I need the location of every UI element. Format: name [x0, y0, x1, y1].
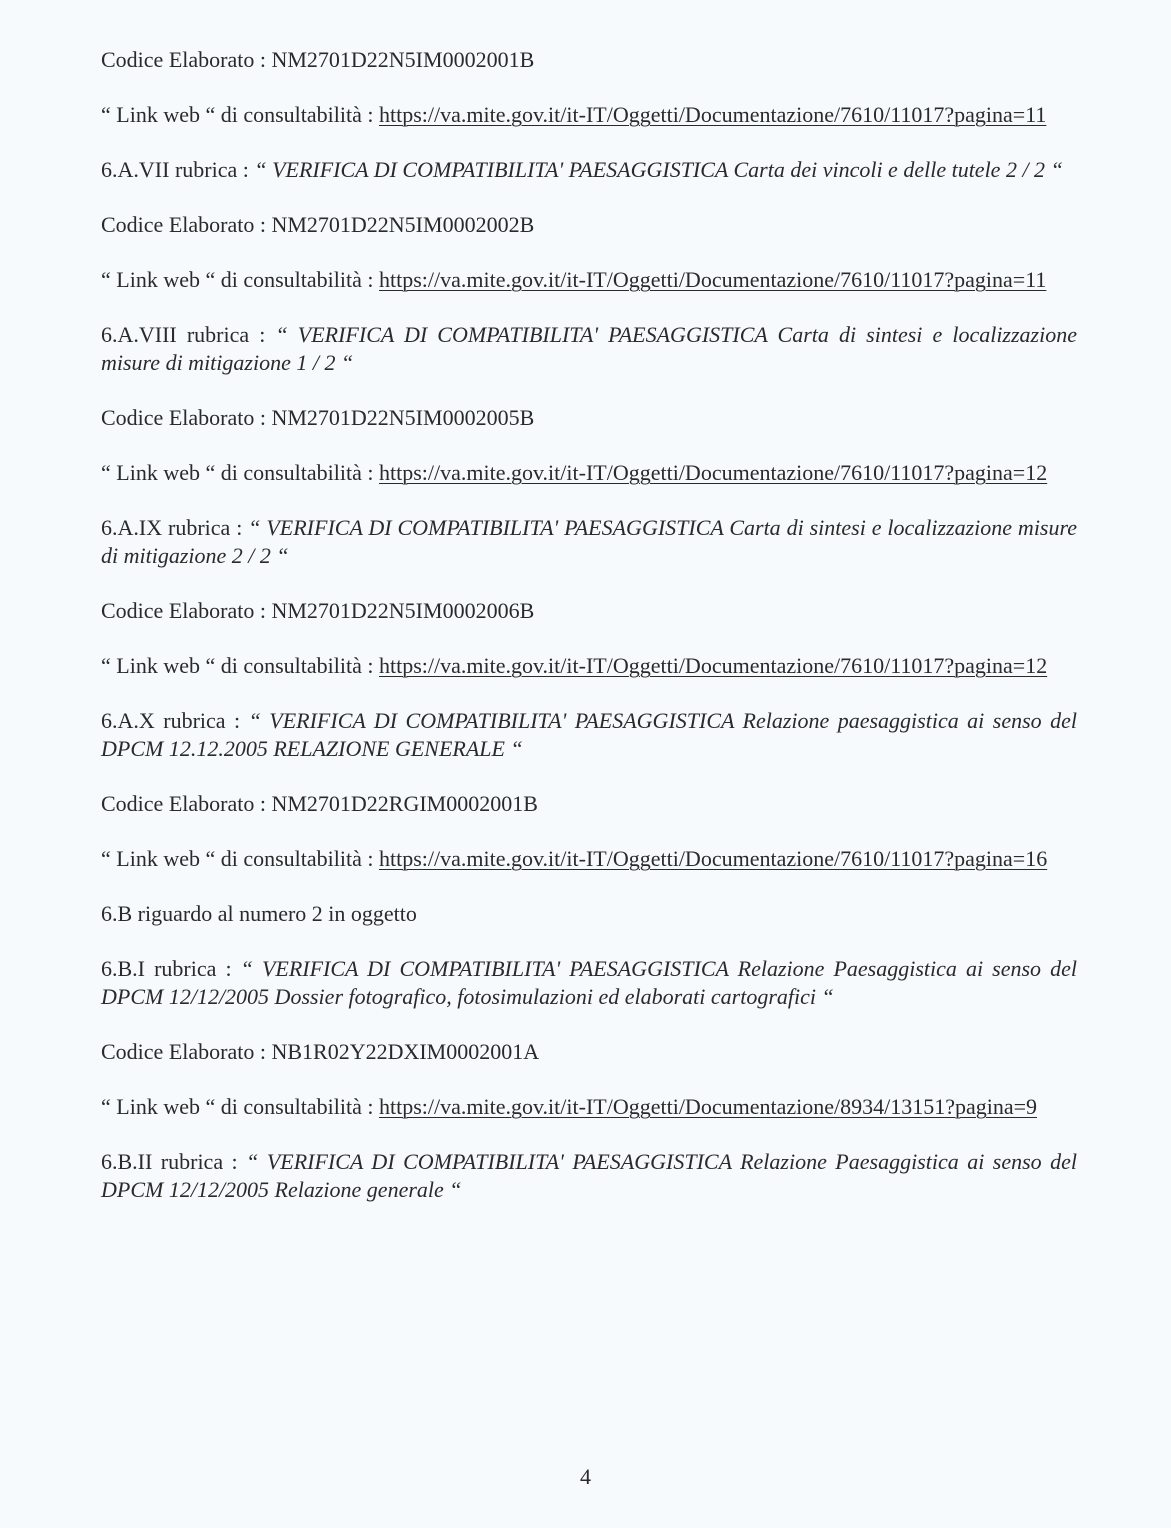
rubrica-number: 6.A.VII [101, 157, 170, 182]
rubrica-title: VERIFICA DI COMPATIBILITA' PAESAGGISTICA Carta dei vincoli e delle tutele 2 / 2 [272, 157, 1046, 182]
codice-value: NM2701D22N5IM0002006B [271, 598, 535, 623]
rubrica-entry [101, 514, 1077, 570]
codice-label: Codice Elaborato : [101, 405, 272, 430]
link-label: “ Link web “ di consultabilità : [101, 267, 379, 292]
codice-value: NB1R02Y22DXIM0002001A [271, 1039, 540, 1064]
rubrica-entry [101, 156, 1077, 184]
link-url[interactable]: https://va.mite.gov.it/it-IT/Oggetti/Documentazione/7610/11017?pagina=12 [379, 460, 1048, 485]
close-quote: “ [335, 350, 354, 375]
codice-value: NM2701D22N5IM0002005B [271, 405, 535, 430]
link-url[interactable]: https://va.mite.gov.it/it-IT/Oggetti/Documentazione/8934/13151?pagina=9 [379, 1094, 1038, 1119]
codice-value: NM2701D22N5IM0002002B [271, 212, 535, 237]
codice-elaborato [101, 597, 1077, 625]
close-quote: “ [504, 736, 523, 761]
link-url[interactable]: https://va.mite.gov.it/it-IT/Oggetti/Documentazione/7610/11017?pagina=11 [379, 102, 1047, 127]
rubrica-label: rubrica : [162, 515, 249, 540]
codice-elaborato [101, 1038, 1077, 1066]
codice-value: NM2701D22RGIM0002001B [271, 791, 538, 816]
rubrica-number: 6.B.I [101, 956, 145, 981]
close-quote: “ [1045, 157, 1063, 182]
rubrica-title: VERIFICA DI COMPATIBILITA' PAESAGGISTICA Carta di sintesi e localizzazione misure di mitigazione 1 / 2 [101, 322, 1077, 375]
open-quote: “ [246, 1149, 267, 1174]
rubrica-title: VERIFICA DI COMPATIBILITA' PAESAGGISTICA Relazione paesaggistica ai senso del DPCM 12.12.2005 RELAZIONE GENERALE [101, 708, 1077, 761]
close-quote: “ [443, 1177, 462, 1202]
rubrica-number: 6.A.VIII [101, 322, 177, 347]
open-quote: “ [248, 515, 267, 540]
rubrica-entry [101, 1148, 1077, 1204]
link-web [101, 652, 1077, 680]
link-url[interactable]: https://va.mite.gov.it/it-IT/Oggetti/Documentazione/7610/11017?pagina=12 [379, 653, 1048, 678]
close-quote: “ [270, 543, 289, 568]
link-web [101, 1093, 1077, 1121]
rubrica-label: rubrica : [176, 322, 276, 347]
rubrica-title: VERIFICA DI COMPATIBILITA' PAESAGGISTICA Relazione Paesaggistica ai senso del DPCM 12/12/2005 Relazione generale [101, 1149, 1077, 1202]
rubrica-number: 6.A.IX [101, 515, 163, 540]
link-label: “ Link web “ di consultabilità : [101, 846, 379, 871]
codice-elaborato [101, 790, 1077, 818]
rubrica-entry [101, 321, 1077, 377]
link-label: “ Link web “ di consultabilità : [101, 460, 379, 485]
codice-label: Codice Elaborato : [101, 212, 272, 237]
link-web [101, 266, 1077, 294]
link-web [101, 459, 1077, 487]
open-quote: “ [248, 708, 270, 733]
rubrica-entry [101, 955, 1077, 1011]
link-url[interactable]: https://va.mite.gov.it/it-IT/Oggetti/Documentazione/7610/11017?pagina=11 [379, 267, 1047, 292]
rubrica-title: VERIFICA DI COMPATIBILITA' PAESAGGISTICA Carta di sintesi e localizzazione misure di mitigazione 2 / 2 [101, 515, 1078, 568]
rubrica-title: VERIFICA DI COMPATIBILITA' PAESAGGISTICA Relazione Paesaggistica ai senso del DPCM 12/12/2005 Dossier fotografico, fotosimulazioni ed elaborati cartografici [101, 956, 1077, 1009]
codice-elaborato [101, 211, 1077, 239]
link-web [101, 101, 1077, 129]
codice-label: Codice Elaborato : [101, 47, 272, 72]
rubrica-number: 6.B.II [101, 1149, 153, 1174]
link-label: “ Link web “ di consultabilità : [101, 1094, 379, 1119]
codice-label: Codice Elaborato : [101, 598, 272, 623]
codice-label: Codice Elaborato : [101, 791, 272, 816]
rubrica-label: rubrica : [145, 956, 241, 981]
link-label: “ Link web “ di consultabilità : [101, 102, 379, 127]
link-url[interactable]: https://va.mite.gov.it/it-IT/Oggetti/Documentazione/7610/11017?pagina=16 [379, 846, 1048, 871]
rubrica-label: rubrica : [152, 1149, 247, 1174]
rubrica-label: rubrica : [169, 157, 255, 182]
codice-elaborato [101, 46, 1077, 74]
document-body [101, 46, 1077, 1231]
link-label: “ Link web “ di consultabilità : [101, 653, 379, 678]
section-b-heading: 6.B riguardo al numero 2 in oggetto [101, 901, 417, 926]
codice-label: Codice Elaborato : [101, 1039, 272, 1064]
close-quote: “ [816, 984, 834, 1009]
open-quote: “ [275, 322, 298, 347]
page-number: 4 [580, 1464, 591, 1489]
open-quote: “ [240, 956, 262, 981]
rubrica-number: 6.A.X [101, 708, 155, 733]
codice-elaborato [101, 404, 1077, 432]
link-web [101, 845, 1077, 873]
codice-value: NM2701D22N5IM0002001B [271, 47, 535, 72]
rubrica-label: rubrica : [154, 708, 249, 733]
rubrica-entry [101, 707, 1077, 763]
open-quote: “ [254, 157, 273, 182]
